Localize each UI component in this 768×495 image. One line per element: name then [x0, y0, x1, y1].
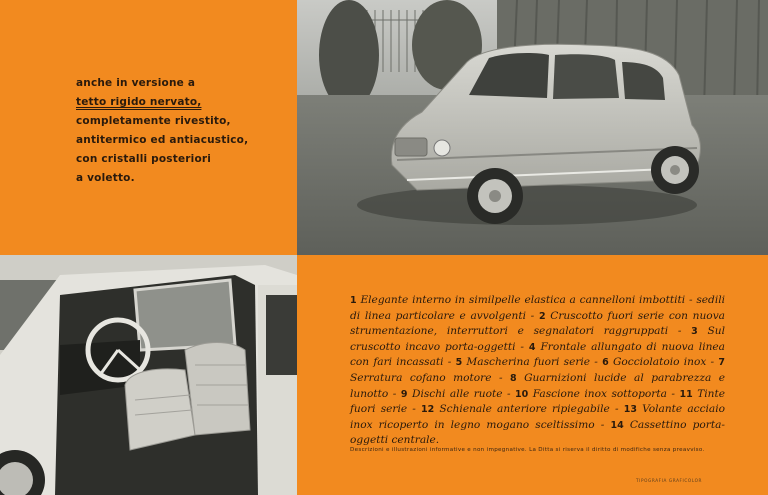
feature-text: Schienale anteriore ripiegabile -: [439, 403, 619, 416]
feature-number: 7: [718, 357, 725, 369]
intro-line: con cristalli posteriori: [76, 153, 212, 165]
feature-list: [350, 293, 725, 449]
car-interior-photo: [0, 255, 297, 495]
feature-text: Serratura cofano motore -: [350, 371, 503, 384]
feature-text: Cruscotto fuori serie con nuova strumentazione, interruttori e segnalatori raggruppati -: [350, 309, 725, 338]
feature-text: Mascherina fuori serie -: [466, 356, 598, 369]
feature-number: 11: [679, 388, 693, 400]
feature-text: Sul cruscotto incavo porta-oggetti -: [350, 325, 725, 353]
feature-text: Fascione inox sottoporta -: [532, 387, 675, 400]
intro-line: anche in versione a: [76, 77, 196, 89]
feature-number: 2: [538, 310, 546, 322]
intro-line: completamente rivestito,: [76, 115, 231, 127]
intro-panel: [0, 0, 297, 255]
feature-text: Volante acciaio inox ricoperto in legno mogano sceltissimo -: [350, 403, 725, 431]
feature-text: Guarnizioni lucide al parabrezza e lunotto -: [350, 371, 725, 400]
intro-text: [76, 74, 286, 188]
feature-number: 9: [400, 388, 408, 400]
feature-number: 3: [691, 326, 698, 338]
feature-number: 8: [510, 372, 517, 384]
feature-text: Tinte fuori serie -: [350, 387, 726, 416]
car-exterior-photo: [297, 0, 768, 255]
feature-number: 5: [455, 357, 463, 369]
feature-text: Elegante interno in similpelle elastica a cannelloni imbottiti - sedili di linea particolare e avvolgenti -: [350, 294, 725, 322]
disclaimer-text: Descrizioni e illustrazioni informative e non impegnative. La Ditta si riserva il diritto di modifiche senza preavviso.: [350, 447, 705, 453]
feature-text: Dischi alle ruote -: [411, 387, 511, 400]
feature-number: 4: [528, 341, 536, 353]
feature-number: 10: [515, 388, 529, 400]
feature-text: Gocciolatoio inox -: [612, 356, 715, 369]
printer-mark: TIPOGRAFIA GRAFICOLOR: [636, 478, 703, 483]
intro-line: a voletto.: [76, 172, 135, 184]
feature-text: Frontale allungato di nuova linea con fari incassati -: [350, 340, 725, 369]
feature-number: 6: [602, 357, 609, 369]
feature-number: 13: [623, 404, 637, 416]
feature-text: Cassettino porta-oggetti centrale.: [350, 418, 725, 447]
feature-number: 14: [610, 419, 624, 431]
feature-number: 12: [421, 404, 435, 416]
feature-number: 1: [350, 295, 357, 306]
intro-line-highlight: tetto rigido nervato,: [76, 96, 202, 108]
intro-line: antitermico ed antiacustico,: [76, 134, 249, 146]
